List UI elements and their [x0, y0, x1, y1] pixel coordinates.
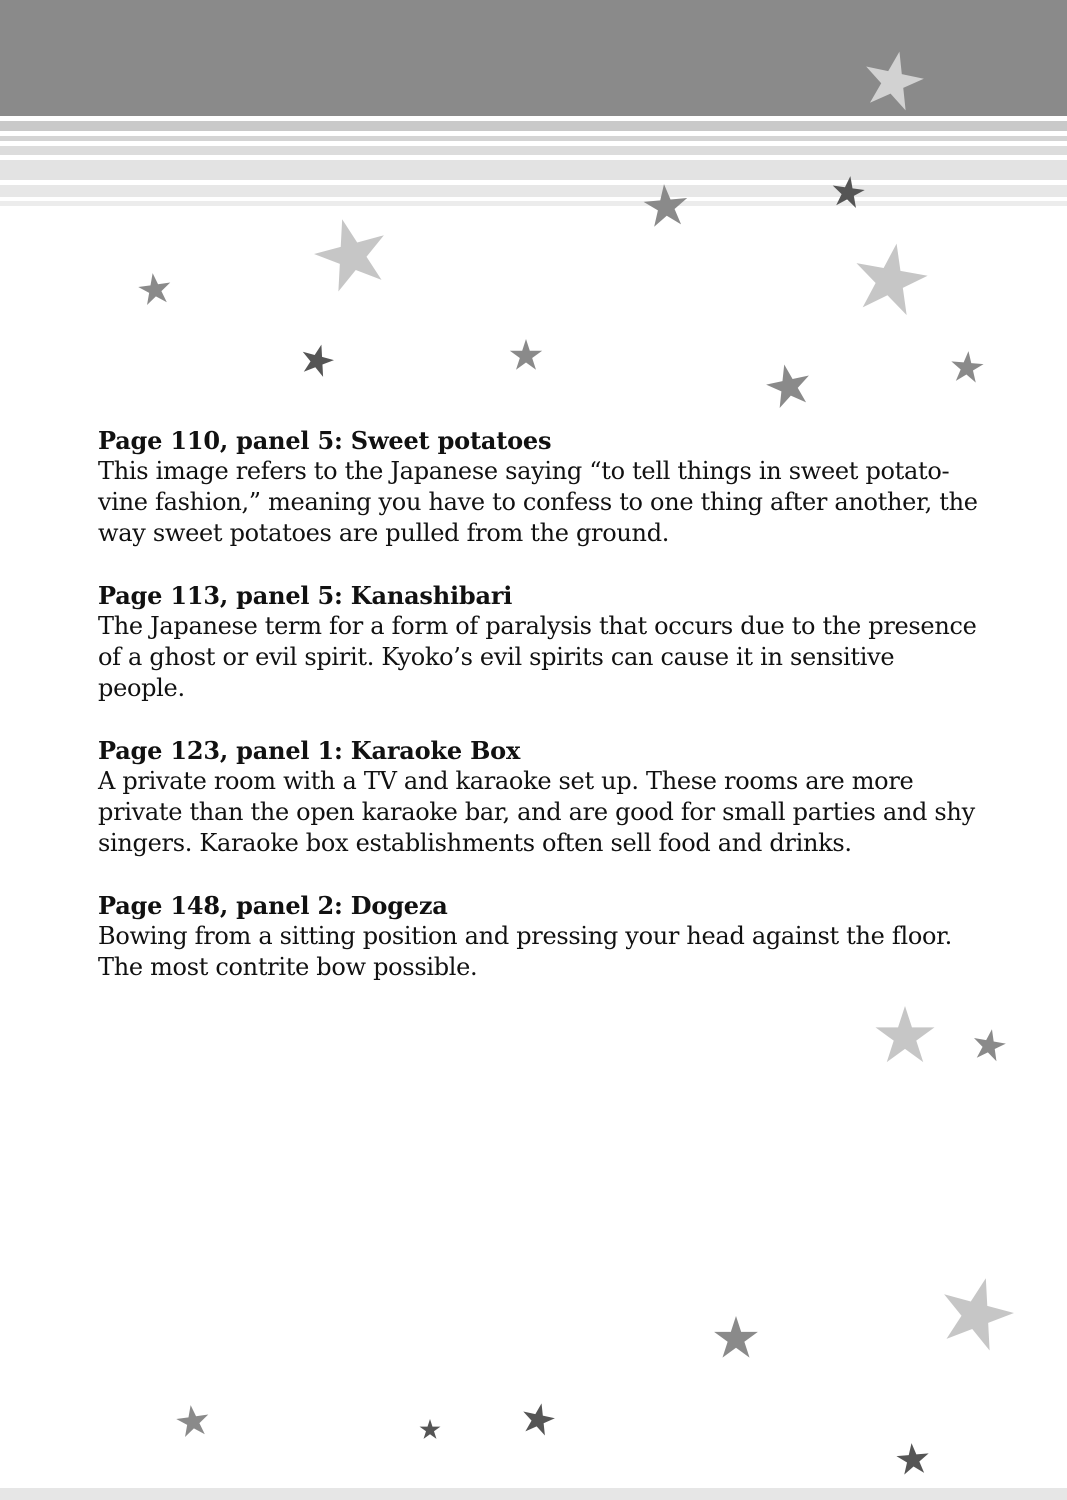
star-icon [642, 182, 689, 227]
star-icon [307, 210, 395, 295]
star-icon [830, 174, 866, 209]
note-title: Page 123, panel 1: Karaoke Box [98, 736, 521, 765]
star-icon [298, 340, 337, 378]
star-icon [420, 1419, 441, 1439]
note-body: Bowing from a sitting position and pressing your head against the floor. The most contrite bow possible. [98, 922, 952, 981]
star-icon [895, 1442, 930, 1475]
star-icon [175, 1403, 211, 1438]
note-dogeza [98, 890, 978, 983]
note-title: Page 148, panel 2: Dogeza [98, 891, 448, 920]
star-icon [859, 46, 928, 113]
star-icon [510, 339, 542, 370]
star-icon [971, 1026, 1008, 1062]
star-icon [763, 360, 814, 410]
star-icon [876, 1006, 935, 1062]
star-icon [849, 237, 932, 317]
note-title: Page 113, panel 5: Kanashibari [98, 581, 513, 610]
note-sweet-potatoes [98, 425, 978, 549]
translation-notes [98, 425, 978, 1014]
note-kanashibari [98, 580, 978, 704]
star-icon [933, 1269, 1021, 1354]
star-icon [950, 350, 985, 383]
note-body: This image refers to the Japanese saying “to tell things in sweet potato-vine fashion,” meaning you have to confess to one thing after another, the way sweet potatoes are pulled from the ground. [98, 457, 978, 547]
star-icon [137, 271, 173, 306]
note-body: The Japanese term for a form of paralysis that occurs due to the presence of a ghost or evil spirit. Kyoko’s evil spirits can cause it in sensitive people. [98, 612, 977, 702]
star-icon [714, 1316, 758, 1358]
note-karaoke-box [98, 735, 978, 859]
star-icon [519, 1400, 557, 1437]
note-title: Page 110, panel 5: Sweet potatoes [98, 426, 552, 455]
note-body: A private room with a TV and karaoke set up. These rooms are more private than the open karaoke bar, and are good for small parties and shy singers. Karaoke box establishments often sell food and drinks. [98, 767, 975, 857]
